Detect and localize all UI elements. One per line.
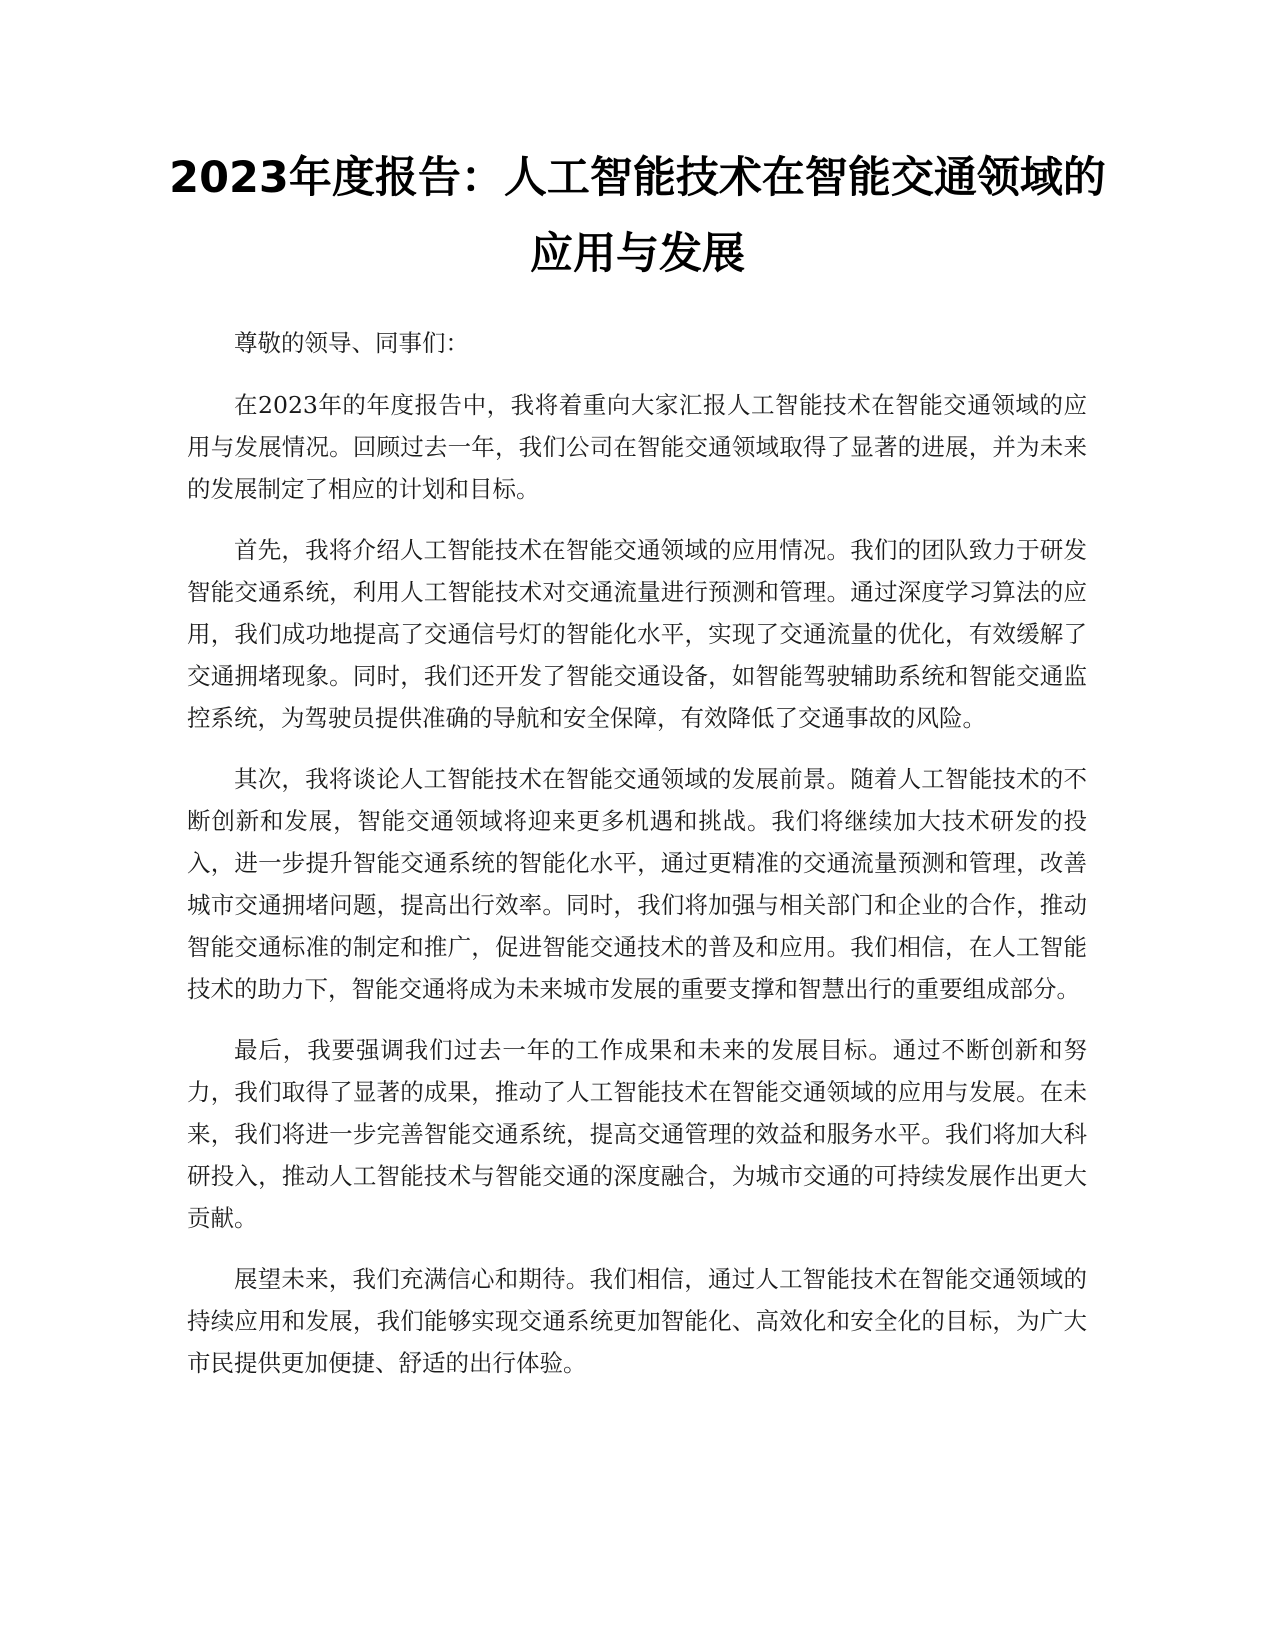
salutation: 尊敬的领导、同事们：: [234, 329, 469, 357]
paragraph-intro: 在2023年的年度报告中，我将着重向大家汇报人工智能技术在智能交通领域的应用与发展情况。回顾过去一年，我们公司在智能交通领域取得了显著的进展，并为未来的发展制定了相应的计划和目标。: [187, 391, 1087, 503]
paragraph-outlook: 展望未来，我们充满信心和期待。我们相信，通过人工智能技术在智能交通领域的持续应用和发展，我们能够实现交通系统更加智能化、高效化和安全化的目标，为广大市民提供更加便捷、舒适的出行体验。: [187, 1265, 1087, 1377]
paragraph-achievements: 最后，我要强调我们过去一年的工作成果和未来的发展目标。通过不断创新和努力，我们取得了显著的成果，推动了人工智能技术在智能交通领域的应用与发展。在未来，我们将进一步完善智能交通系统，提高交通管理的效益和服务水平。我们将加大科研投入，推动人工智能技术与智能交通的深度融合，为城市交通的可持续发展作出更大贡献。: [187, 1036, 1087, 1232]
document-title: 2023年度报告：人工智能技术在智能交通领域的应用与发展: [169, 153, 1106, 279]
paragraph-prospects: 其次，我将谈论人工智能技术在智能交通领域的发展前景。随着人工智能技术的不断创新和发展，智能交通领域将迎来更多机遇和挑战。我们将继续加大技术研发的投入，进一步提升智能交通系统的智能化水平，通过更精准的交通流量预测和管理，改善城市交通拥堵问题，提高出行效率。同时，我们将加强与相关部门和企业的合作，推动智能交通标准的制定和推广，促进智能交通技术的普及和应用。我们相信，在人工智能技术的助力下，智能交通将成为未来城市发展的重要支撑和智慧出行的重要组成部分。: [187, 765, 1087, 1003]
paragraph-applications: 首先，我将介绍人工智能技术在智能交通领域的应用情况。我们的团队致力于研发智能交通系统，利用人工智能技术对交通流量进行预测和管理。通过深度学习算法的应用，我们成功地提高了交通信号灯的智能化水平，实现了交通流量的优化，有效缓解了交通拥堵现象。同时，我们还开发了智能交通设备，如智能驾驶辅助系统和智能交通监控系统，为驾驶员提供准确的导航和安全保障，有效降低了交通事故的风险。: [187, 536, 1087, 732]
document-body: [187, 322, 1087, 1403]
